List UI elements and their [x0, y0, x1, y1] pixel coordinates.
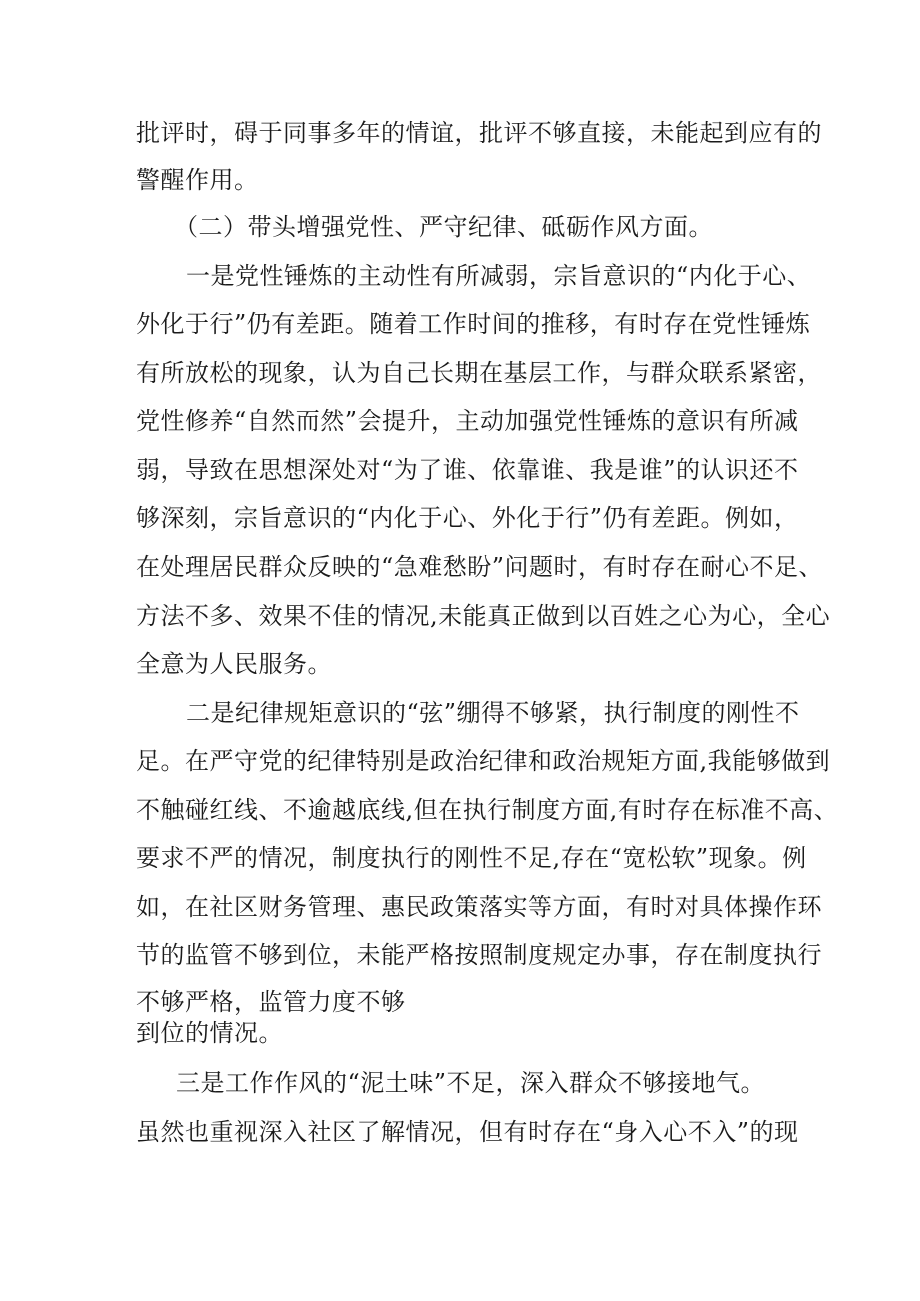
text-line: 不够严格，监管力度不够 [136, 988, 406, 1016]
text-line: 如，在社区财务管理、惠民政策落实等方面，有时对具体操作环 [136, 893, 822, 921]
text-line: 节的监管不够到位，未能严格按照制度规定办事，存在制度执行 [136, 941, 822, 969]
text-line: 警醒作用。 [136, 166, 259, 194]
text-line: 全意为人民服务。 [136, 650, 332, 678]
text-line: 不触碰红线、不逾越底线,但在执行制度方面,有时存在标准不高、 [136, 796, 839, 824]
text-line: 在处理居民群众反映的“急难愁盼”问题时，有时存在耐心不足、 [136, 553, 824, 581]
text-line: 外化于行”仍有差距。随着工作时间的推移，有时存在党性锤炼 [136, 310, 811, 338]
text-line: 足。在严守党的纪律特别是政治纪律和政治规矩方面,我能够做到 [136, 747, 831, 775]
text-line: 一是党性锤炼的主动性有所减弱，宗旨意识的“内化于心、 [186, 262, 812, 290]
section-heading: （二）带头增强党性、严守纪律、砥砺作风方面。 [174, 213, 713, 241]
text-line: 要求不严的情况，制度执行的刚性不足,存在“宽松软”现象。例 [136, 844, 807, 872]
text-line: 批评时，碍于同事多年的情谊，批评不够直接，未能起到应有的 [136, 119, 822, 147]
text-line: 够深刻，宗旨意识的“内化于心、外化于行”仍有差距。例如， [136, 504, 799, 532]
text-line: 虽然也重视深入社区了解情况，但有时存在“身入心不入”的现 [136, 1118, 799, 1146]
text-line: 弱，导致在思想深处对“为了谁、依靠谁、我是谁”的认识还不 [136, 456, 799, 484]
text-line: 二是纪律规矩意识的“弦”绷得不够紧，执行制度的刚性不 [186, 699, 800, 727]
text-line: 党性修养“自然而然”会提升，主动加强党性锤炼的意识有所减 [136, 407, 799, 435]
text-line: 三是工作作风的“泥土味”不足，深入群众不够接地气。 [176, 1069, 766, 1097]
text-line: 到位的情况。 [136, 1019, 283, 1047]
text-line: 有所放松的现象，认为自己长期在基层工作，与群众联系紧密， [136, 359, 822, 387]
text-line: 方法不多、效果不佳的情况,未能真正做到以百姓之心为心，全心 [136, 602, 831, 630]
